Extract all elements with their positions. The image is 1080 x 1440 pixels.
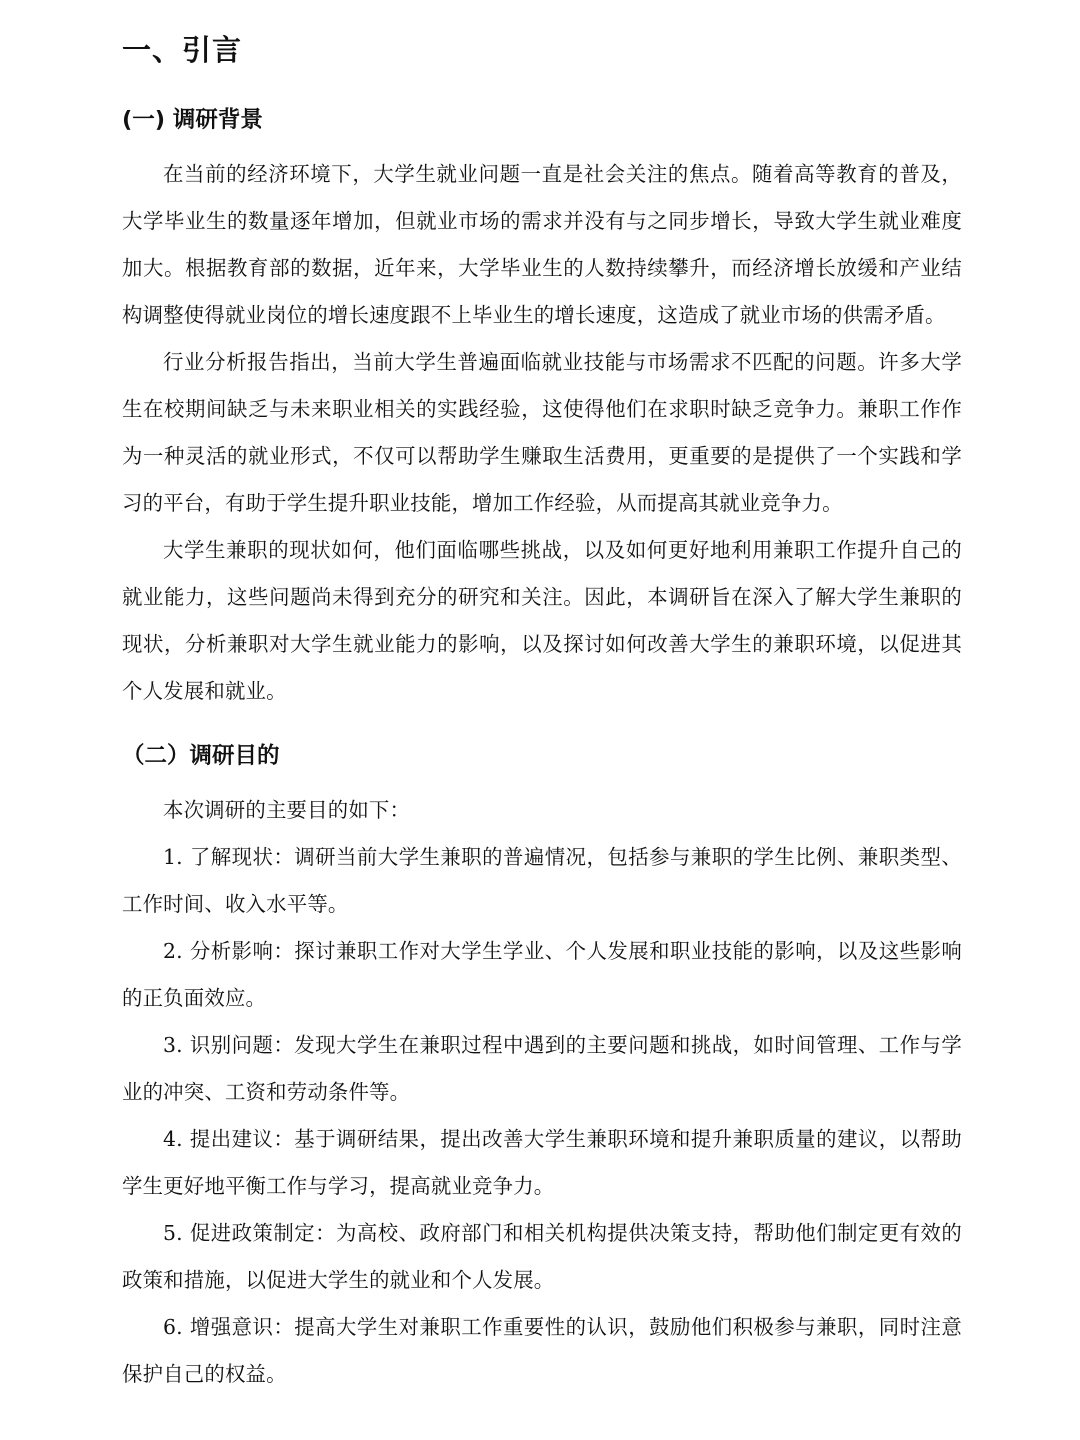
paragraph: 大学生兼职的现状如何，他们面临哪些挑战，以及如何更好地利用兼职工作提升自己的就业能力，这些问题尚未得到充分的研究和关注。因此，本调研旨在深入了解大学生兼职的现状，分析兼职对大学生就业能力的影响，以及探讨如何改善大学生的兼职环境，以促进其个人发展和就业。 bbox=[122, 538, 962, 703]
paragraph: 本次调研的主要目的如下： bbox=[163, 798, 411, 822]
section-background-body bbox=[122, 151, 962, 715]
section-title-purpose: （二）调研目的 bbox=[122, 743, 280, 769]
paragraph: 在当前的经济环境下，大学生就业问题一直是社会关注的焦点。随着高等教育的普及，大学毕业生的数量逐年增加，但就业市场的需求并没有与之同步增长，导致大学生就业难度加大。根据教育部的数据，近年来，大学毕业生的人数持续攀升，而经济增长放缓和产业结构调整使得就业岗位的增长速度跟不上毕业生的增长速度，这造成了就业市场的供需矛盾。 bbox=[122, 162, 962, 327]
paragraph: 行业分析报告指出，当前大学生普遍面临就业技能与市场需求不匹配的问题。许多大学生在校期间缺乏与未来职业相关的实践经验，这使得他们在求职时缺乏竞争力。兼职工作作为一种灵活的就业形式，不仅可以帮助学生赚取生活费用，更重要的是提供了一个实践和学习的平台，有助于学生提升职业技能，增加工作经验，从而提高其就业竞争力。 bbox=[122, 350, 962, 515]
list-item: 1. 了解现状：调研当前大学生兼职的普遍情况，包括参与兼职的学生比例、兼职类型、工作时间、收入水平等。 bbox=[122, 845, 962, 916]
list-item: 4. 提出建议：基于调研结果，提出改善大学生兼职环境和提升兼职质量的建议，以帮助学生更好地平衡工作与学习，提高就业竞争力。 bbox=[122, 1127, 962, 1198]
section-purpose-body bbox=[122, 787, 962, 1398]
list-item: 3. 识别问题：发现大学生在兼职过程中遇到的主要问题和挑战，如时间管理、工作与学业的冲突、工资和劳动条件等。 bbox=[122, 1033, 962, 1104]
section-title-background: (一) 调研背景 bbox=[122, 107, 263, 133]
list-item: 5. 促进政策制定：为高校、政府部门和相关机构提供决策支持，帮助他们制定更有效的政策和措施，以促进大学生的就业和个人发展。 bbox=[122, 1221, 962, 1292]
list-item: 2. 分析影响：探讨兼职工作对大学生学业、个人发展和职业技能的影响，以及这些影响的正负面效应。 bbox=[122, 939, 962, 1010]
list-item: 6. 增强意识：提高大学生对兼职工作重要性的认识，鼓励他们积极参与兼职，同时注意保护自己的权益。 bbox=[122, 1315, 962, 1386]
chapter-title: 一、引言 bbox=[122, 33, 243, 67]
